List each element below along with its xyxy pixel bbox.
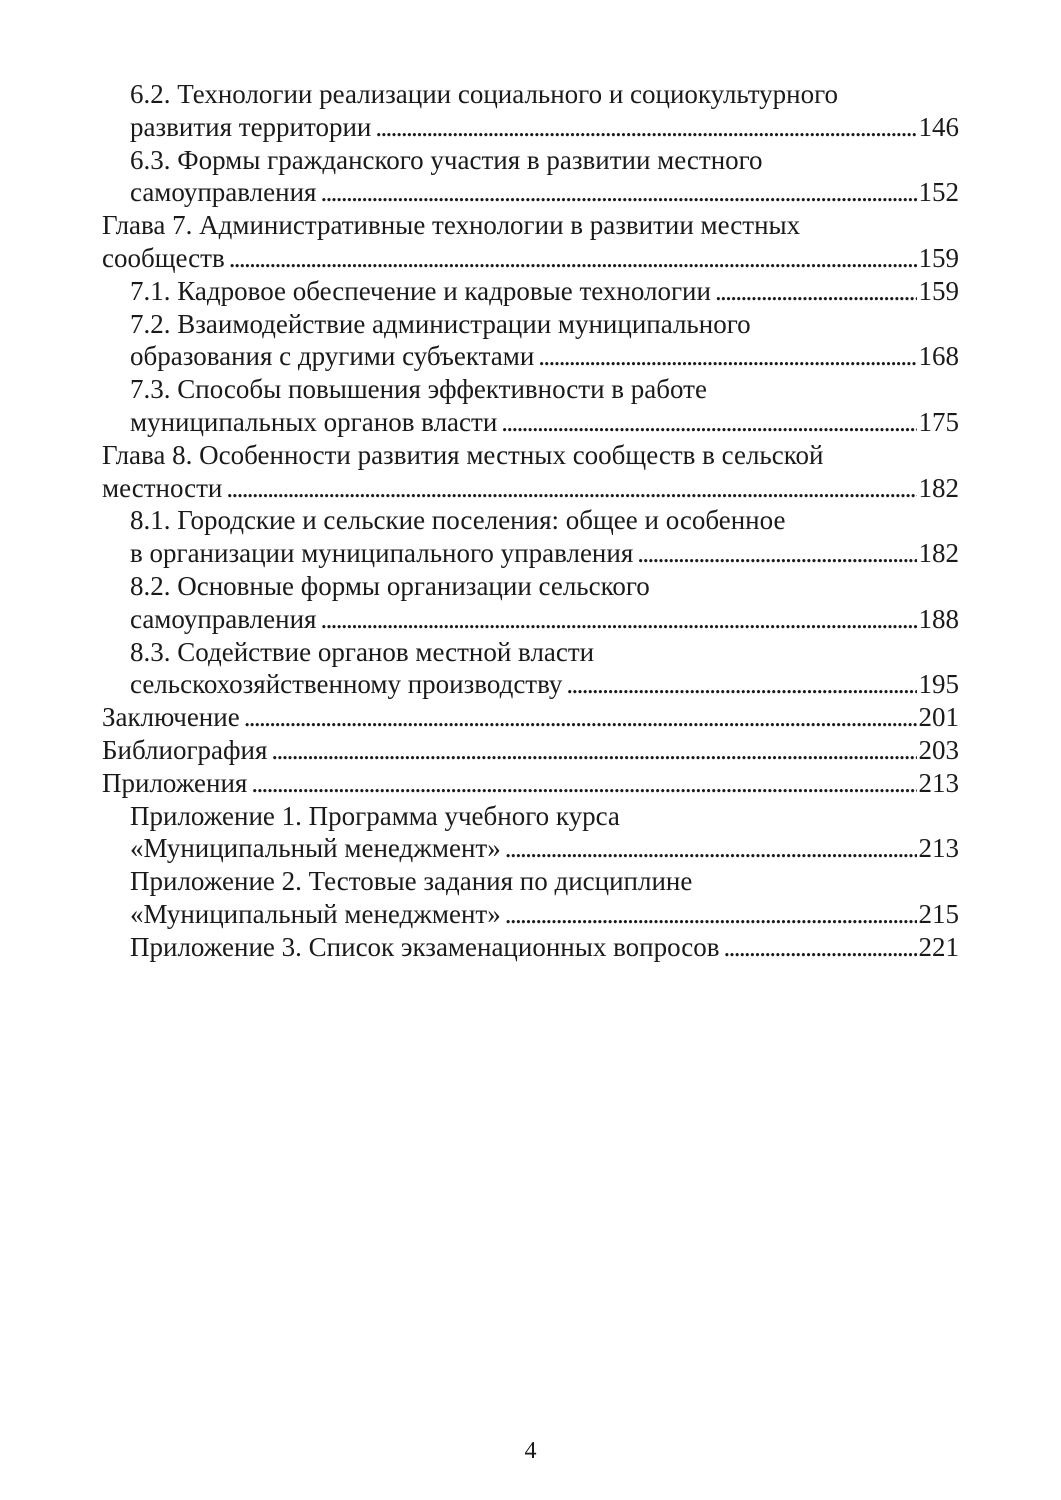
toc-page-number: 221: [918, 931, 959, 962]
toc-page-number: 201: [918, 702, 959, 733]
toc-entry-appendices: [102, 767, 959, 800]
toc-entry-title-end: развития территории: [130, 111, 372, 142]
toc-entry-6-3: [102, 144, 959, 210]
toc-page-number: 159: [918, 275, 959, 306]
toc-page-number: 213: [918, 767, 959, 798]
toc-entry-appendix-1: [102, 800, 959, 866]
dot-leader: [320, 176, 916, 209]
toc-page-number: 182: [918, 538, 959, 569]
toc-entry-8-1: [102, 504, 959, 570]
toc-entry-title: Приложение 2. Тестовые задания по дисциплине: [130, 866, 693, 897]
toc-page-number: 168: [918, 341, 959, 372]
table-of-contents: [102, 78, 959, 964]
toc-entry-title-end: муниципальных органов власти: [130, 406, 498, 437]
toc-entry-7-2: [102, 308, 959, 374]
toc-entry-7-1: [102, 275, 959, 308]
toc-entry-conclusion: [102, 701, 959, 734]
dot-leader: [505, 832, 917, 865]
dot-leader: [320, 603, 916, 636]
toc-entry-8-2: [102, 570, 959, 636]
dot-leader: [724, 931, 917, 964]
dot-leader: [715, 275, 917, 308]
toc-page-number: 215: [918, 898, 959, 929]
toc-entry-title: Приложение 1. Программа учебного курса: [130, 800, 620, 831]
dot-leader: [501, 406, 916, 439]
dot-leader: [226, 472, 916, 505]
toc-entry-title-end: самоуправления: [130, 177, 317, 208]
toc-entry-title-end: «Муниципальный менеджмент»: [130, 833, 501, 864]
dot-leader: [251, 767, 916, 800]
toc-entry-title: Приложения: [102, 767, 248, 798]
dot-leader: [637, 537, 916, 570]
toc-entry-title-end: «Муниципальный менеджмент»: [130, 898, 501, 929]
toc-entry-title-end: в организации муниципального управления: [130, 538, 634, 569]
toc-entry-title-end: местности: [102, 472, 223, 503]
toc-entry-title: Глава 8. Особенности развития местных сообществ в сельской: [102, 439, 824, 470]
dot-leader: [375, 111, 916, 144]
dot-leader: [505, 898, 917, 931]
toc-entry-chapter-8: [102, 439, 959, 505]
dot-leader: [244, 701, 917, 734]
toc-entry-title: Приложение 3. Список экзаменационных вопросов: [130, 931, 720, 962]
toc-page-number: 146: [918, 111, 959, 142]
page-number: 4: [524, 1438, 537, 1464]
toc-entry-title: 7.1. Кадровое обеспечение и кадровые технологии: [130, 275, 711, 306]
toc-entry-title: 7.3. Способы повышения эффективности в работе: [130, 374, 707, 405]
toc-entry-title-end: сообществ: [102, 242, 225, 273]
toc-entry-title-end: образования с другими субъектами: [130, 341, 535, 372]
toc-entry-appendix-2: [102, 865, 959, 931]
toc-entry-title: Библиография: [102, 734, 268, 765]
toc-entry-7-3: [102, 373, 959, 439]
toc-entry-title-end: сельскохозяйственному производству: [130, 669, 563, 700]
toc-entry-title: Заключение: [102, 702, 240, 733]
toc-page-number: 152: [918, 177, 959, 208]
toc-entry-6-2: [102, 78, 959, 144]
toc-page-number: 188: [918, 603, 959, 634]
toc-entry-bibliography: [102, 734, 959, 767]
toc-entry-8-3: [102, 636, 959, 702]
toc-page-number: 195: [918, 669, 959, 700]
toc-page-number: 182: [918, 472, 959, 503]
toc-page-number: 159: [918, 242, 959, 273]
dot-leader: [229, 242, 917, 275]
toc-entry-title: 8.1. Городские и сельские поселения: общее и особенное: [130, 505, 786, 536]
toc-entry-appendix-3: [102, 931, 959, 964]
toc-entry-title-end: самоуправления: [130, 603, 317, 634]
toc-page-number: 213: [918, 833, 959, 864]
toc-page-number: 203: [918, 734, 959, 765]
toc-entry-title: 8.2. Основные формы организации сельского: [130, 570, 650, 601]
toc-entry-title: Глава 7. Административные технологии в развитии местных: [102, 210, 801, 241]
toc-entry-chapter-7: [102, 209, 959, 275]
dot-leader: [566, 668, 916, 701]
toc-entry-title: 6.2. Технологии реализации социального и социокультурного: [130, 79, 839, 109]
toc-entry-title: 8.3. Содействие органов местной власти: [130, 636, 595, 667]
dot-leader: [271, 734, 916, 767]
toc-page-number: 175: [918, 406, 959, 437]
dot-leader: [538, 340, 916, 373]
toc-entry-title: 6.3. Формы гражданского участия в развитии местного: [130, 144, 763, 175]
toc-entry-title: 7.2. Взаимодействие администрации муниципального: [130, 308, 751, 339]
